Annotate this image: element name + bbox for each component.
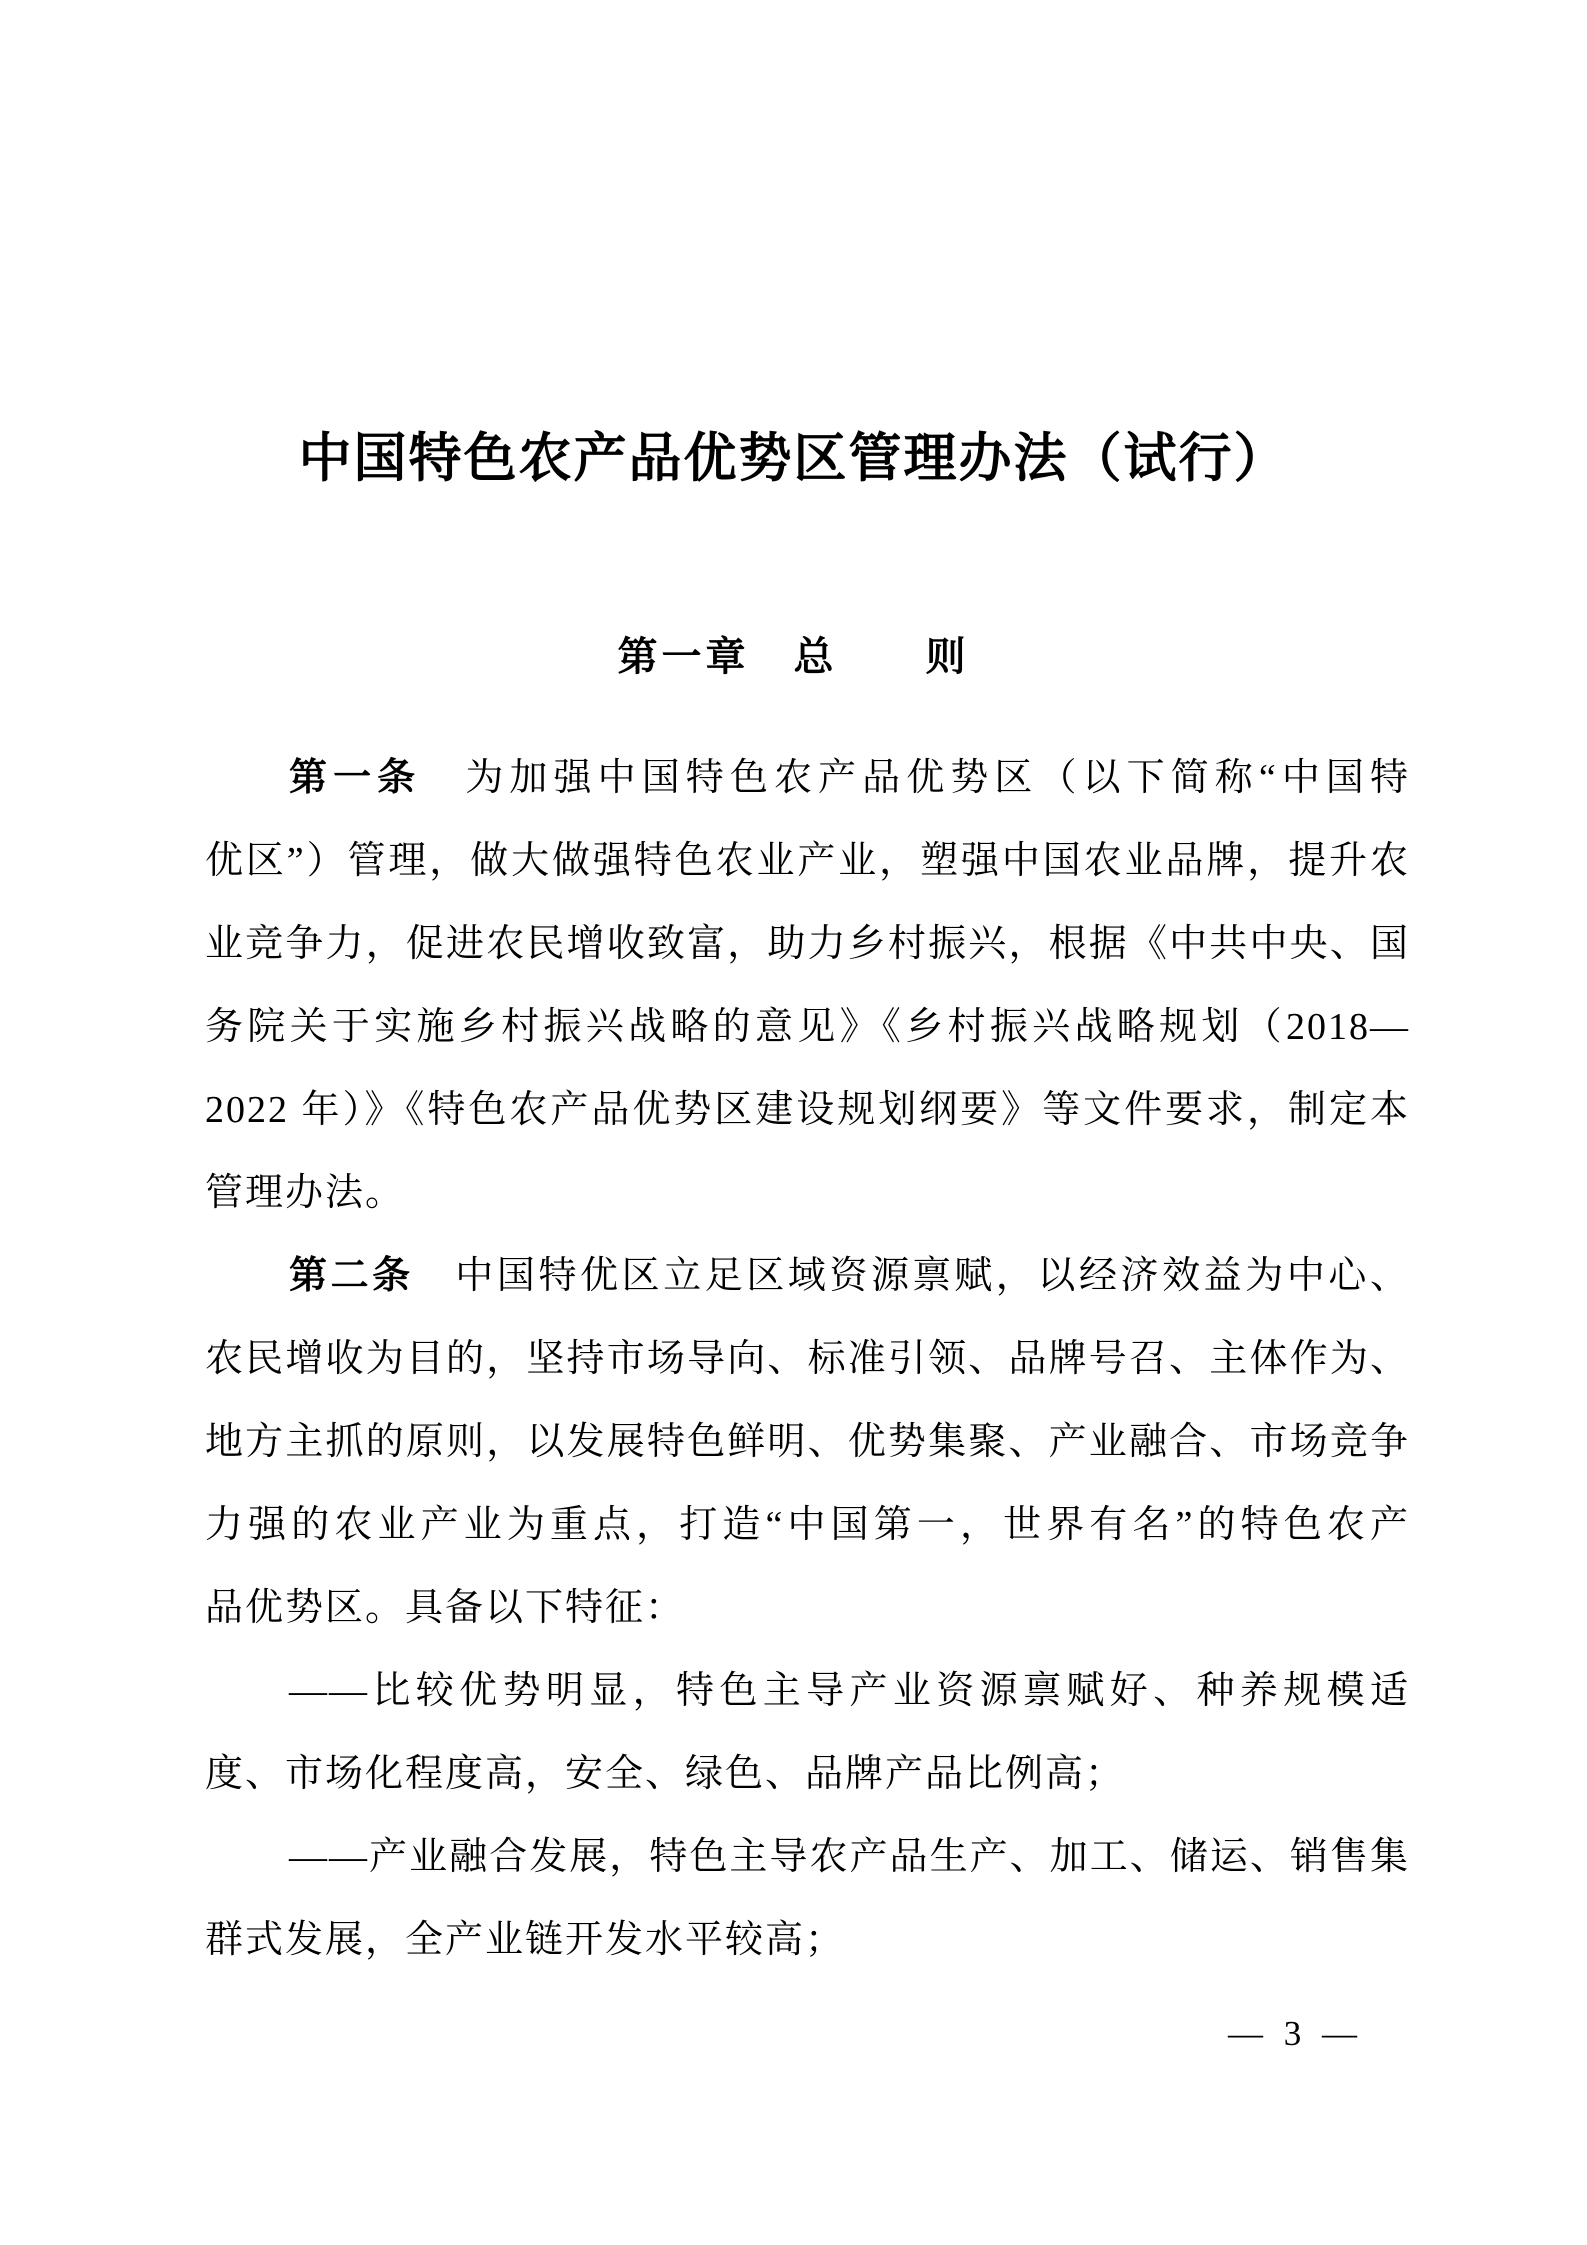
- body-text-segment: 品优势区。具备以下特征：: [205, 1587, 686, 1629]
- article-number-label: 第一条: [289, 757, 422, 799]
- body-line: [205, 1069, 1410, 1152]
- body-text-segment: 为加强中国特色农产品优势区（以下简称“中国特: [421, 757, 1410, 799]
- body-line: [205, 986, 1410, 1069]
- body-text-segment: 业竞争力，促进农民增收致富，助力乡村振兴，根据《中共中央、国: [205, 923, 1410, 965]
- body-text-segment: 管理办法。: [205, 1172, 406, 1214]
- body-line: [205, 1318, 1410, 1401]
- body-text-segment: 度、市场化程度高，安全、绿色、品牌产品比例高；: [205, 1753, 1126, 1795]
- body-line: [205, 1650, 1410, 1733]
- body-line: [205, 1899, 1410, 1982]
- document-body: [205, 737, 1410, 1982]
- body-line: [205, 1484, 1410, 1567]
- body-text-segment: 农民增收为目的，坚持市场导向、标准引领、品牌号召、主体作为、: [205, 1338, 1410, 1380]
- body-line: [205, 903, 1410, 986]
- body-text-segment: ——产业融合发展，特色主导农产品生产、加工、储运、销售集: [289, 1836, 1410, 1878]
- body-text-segment: 优区”）管理，做大做强特色农业产业，塑强中国农业品牌，提升农: [205, 840, 1410, 882]
- body-text-segment: 务院关于实施乡村振兴战略的意见》《乡村振兴战略规划（2018—: [205, 1006, 1410, 1048]
- body-line: [205, 1816, 1410, 1899]
- page-number: — 3 —: [1228, 2014, 1363, 2053]
- body-line: [205, 1567, 1410, 1650]
- body-line: [205, 1401, 1410, 1484]
- body-line: [205, 1152, 1410, 1235]
- document-title: 中国特色农产品优势区管理办法（试行）: [298, 430, 1289, 488]
- body-text-segment: ——比较优势明显，特色主导产业资源禀赋好、种养规模适: [289, 1670, 1410, 1712]
- chapter-heading: 第一章 总 则: [617, 635, 970, 679]
- body-text-segment: 群式发展，全产业链开发水平较高；: [205, 1919, 846, 1961]
- body-text-segment: 力强的农业产业为重点，打造“中国第一，世界有名”的特色农产: [205, 1504, 1410, 1546]
- body-text-segment: 中国特优区立足区域资源禀赋，以经济效益为中心、: [413, 1255, 1410, 1297]
- body-line: [205, 820, 1410, 903]
- body-text-segment: 2022 年）》《特色农产品优势区建设规划纲要》等文件要求，制定本: [205, 1089, 1410, 1131]
- body-line: [205, 1733, 1410, 1816]
- body-line: [205, 737, 1410, 820]
- body-line: [205, 1235, 1410, 1318]
- article-number-label: 第二条: [289, 1255, 414, 1297]
- body-text-segment: 地方主抓的原则，以发展特色鲜明、优势集聚、产业融合、市场竞争: [205, 1421, 1410, 1463]
